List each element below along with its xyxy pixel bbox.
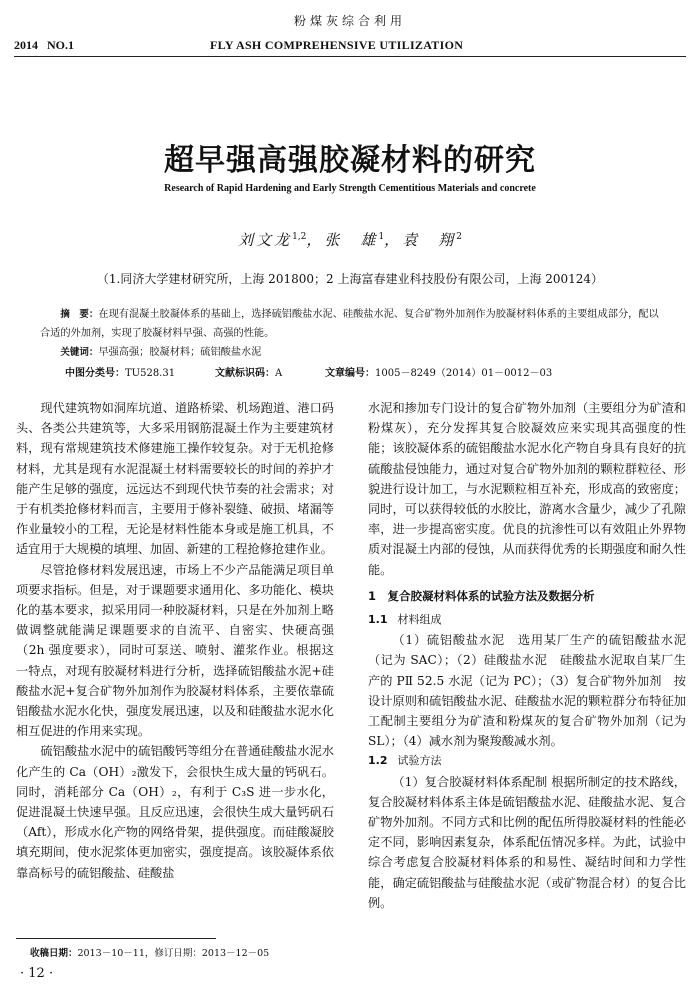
abstract-text: 在现有混凝土胶凝体系的基础上，选择硫铝酸盐水泥、硅酸盐水泥、复合矿物外加剂作为胶凝材料体系的主要组成部分，配以合适的外加剂，实现了胶凝材料早强、高强的性能。: [40, 309, 659, 339]
received-label: 收稿日期：: [30, 948, 78, 959]
classification-line: [65, 364, 552, 379]
page-number: · 12 ·: [20, 966, 54, 981]
paragraph: （1）复合胶凝材料体系配制 根据所制定的技术路线，复合胶凝材料体系主体是硫铝酸盐水泥、硅酸盐水泥、复合矿物外加剂。不同方式和比例的配伍所得胶凝材料的性能必定不同，影响因素复杂，体系配伍情况多样。为此，试验中综合考虑复合胶凝材料体系的和易性、凝结时间和力学性能，确定硫铝酸盐与硅酸盐水泥（或矿物混合材）的复合比例。: [368, 774, 686, 910]
journal-title-en: FLY ASH COMPREHENSIVE UTILIZATION: [210, 38, 464, 52]
subsection-heading: [368, 610, 686, 630]
keywords: 早强高强；胶凝材料；硫铝酸盐水泥: [98, 347, 262, 358]
body-column-right: [368, 398, 686, 913]
paragraph: 现代建筑物如洞库坑道、道路桥梁、机场跑道、港口码头、各类公共建筑等，大多采用钢筋混凝土作为主要建筑材料，现有常规建筑技术修建施工操作较复杂。对于无机抢修材料，尤其是现有水泥混凝土材料需要较长的时间的养护才能产生足够的强度，远远达不到现代快节奏的社会需求；对于有机类抢修材料而言，主要用于修补裂缝、破损、堵漏等作业量较小的工程，无论是材料性能本身或是施工机具，不适宜用于大规模的填埋、加固、新建的工程抢修抢建作业。: [16, 401, 334, 557]
doc-code-label: 文献标识码：: [215, 368, 275, 379]
subsection-title: 试验方法: [397, 754, 442, 768]
paper-title: 超早强高强胶凝材料的研究: [164, 143, 536, 178]
section-heading: 1 复合胶凝材料体系的试验方法及数据分析: [368, 588, 595, 603]
abstract-block: [40, 305, 665, 362]
abstract-label: 摘 要：: [60, 309, 99, 320]
author-list: [0, 229, 700, 250]
clc-code: TU528.31: [125, 368, 176, 379]
author-3: 袁 翔: [402, 231, 457, 249]
author-3-affil: 2: [456, 232, 462, 242]
subsection-number: 1.2: [368, 754, 388, 768]
affiliation: （1.同济大学建材研究所，上海 201800；2 上海富春建业科技股份有限公司，上海 200124）: [96, 272, 604, 286]
header-divider: [14, 56, 686, 57]
author-sep: ，: [306, 231, 325, 249]
subsection-heading: [368, 751, 686, 771]
paragraph: 水泥和掺加专门设计的复合矿物外加剂（主要组分为矿渣和粉煤灰），充分发挥其复合胶凝效应来实现其高强度的性能；该胶凝体系的硫铝酸盐水泥水化产物自身具有良好的抗硫酸盐侵蚀能力，通过对复合矿物外加剂的颗粒群粒径、形貌进行设计加工，与水泥颗粒相互补充，形成高的致密度；同时，可以获得较低的水胶比，游离水含量少，减少了孔隙率，进一步提高密实度。优良的抗渗性可以有效阻止外界物质对混凝土内部的侵蚀，从而获得优秀的长期强度和耐久性能。: [368, 401, 686, 577]
paragraph: 硫铝酸盐水泥中的硫铝酸钙等组分在普通硅酸盐水泥水化产生的 Ca（OH）₂激发下，会很快生成大量的钙矾石。同时，消耗部分 Ca（OH）₂，有利于 C₃S 进一步水化，促进混凝土快速早强。且反应迅速，会很快生成大量钙矾石（Aft），形成水化产物的网络骨架，提供强度。而硅酸凝胶填充期间，使水泥浆体更加密实，强度提高。该胶凝体系依靠高标号的硫铝酸盐、硅酸盐: [16, 744, 334, 880]
subsection-title: 材料组成: [397, 613, 442, 627]
paper-title-en: Research of Rapid Hardening and Early Strength Cementitious Materials and concrete: [164, 183, 536, 194]
author-1: 刘文龙: [238, 231, 293, 249]
received-dates: 2013－10－11，修订日期：2013－12－05: [77, 948, 270, 959]
paragraph: 尽管抢修材料发展迅速，市场上不少产品能满足项目单项要求指标。但是，对于课题要求通用化、多功能化、模块化的基本要求，拟采用同一种胶凝材料，只是在外加剂上略做调整就能满足课题要求的自流平、自密实、快硬高强（2h 强度要求），同时可泵送、喷射、灌浆作业。根据这一特点，对现有胶凝材料进行分析，选择硫铝酸盐水泥+硅酸盐水泥+复合矿物外加剂作为胶凝材料体系，主要依靠硫铝酸盐水泥水化快，强度发展迅速，以及和硅酸盐水泥水化相互促进的作用来实现。: [16, 562, 334, 739]
keywords-label: 关键词：: [60, 347, 99, 358]
paragraph: （1）硫铝酸盐水泥 选用某厂生产的硫铝酸盐水泥（记为 SAC）；（2）硅酸盐水泥 硅酸盐水泥取自某厂生产的 PⅡ 52.5 水泥（记为 PC）；（3）复合矿物外加剂 按设计原则和硫铝酸盐水泥、硅酸盐水泥的颗粒群分布特征加工配制主要组分为矿渣和粉煤灰的复合矿物外加剂（记为 SL）；（4）减水剂为聚羧酸减水剂。: [368, 633, 686, 749]
doc-code: A: [275, 368, 283, 379]
author-2-affil: 1: [378, 232, 385, 242]
footnote-divider: [16, 938, 216, 939]
author-2: 张 雄: [324, 231, 379, 249]
subsection-number: 1.1: [368, 613, 388, 627]
year-issue: 2014 NO.1: [14, 38, 74, 52]
author-sep: ，: [384, 231, 403, 249]
received-date-note: [30, 945, 269, 959]
article-no-label: 文章编号：: [325, 368, 375, 379]
article-no: 1005－8249（2014）01－0012－03: [375, 368, 553, 379]
journal-title-cn: 粉煤灰综合利用: [293, 14, 406, 28]
author-1-affil: 1,2: [292, 232, 307, 242]
clc-label: 中图分类号：: [65, 368, 125, 379]
body-column-left: [16, 398, 334, 883]
